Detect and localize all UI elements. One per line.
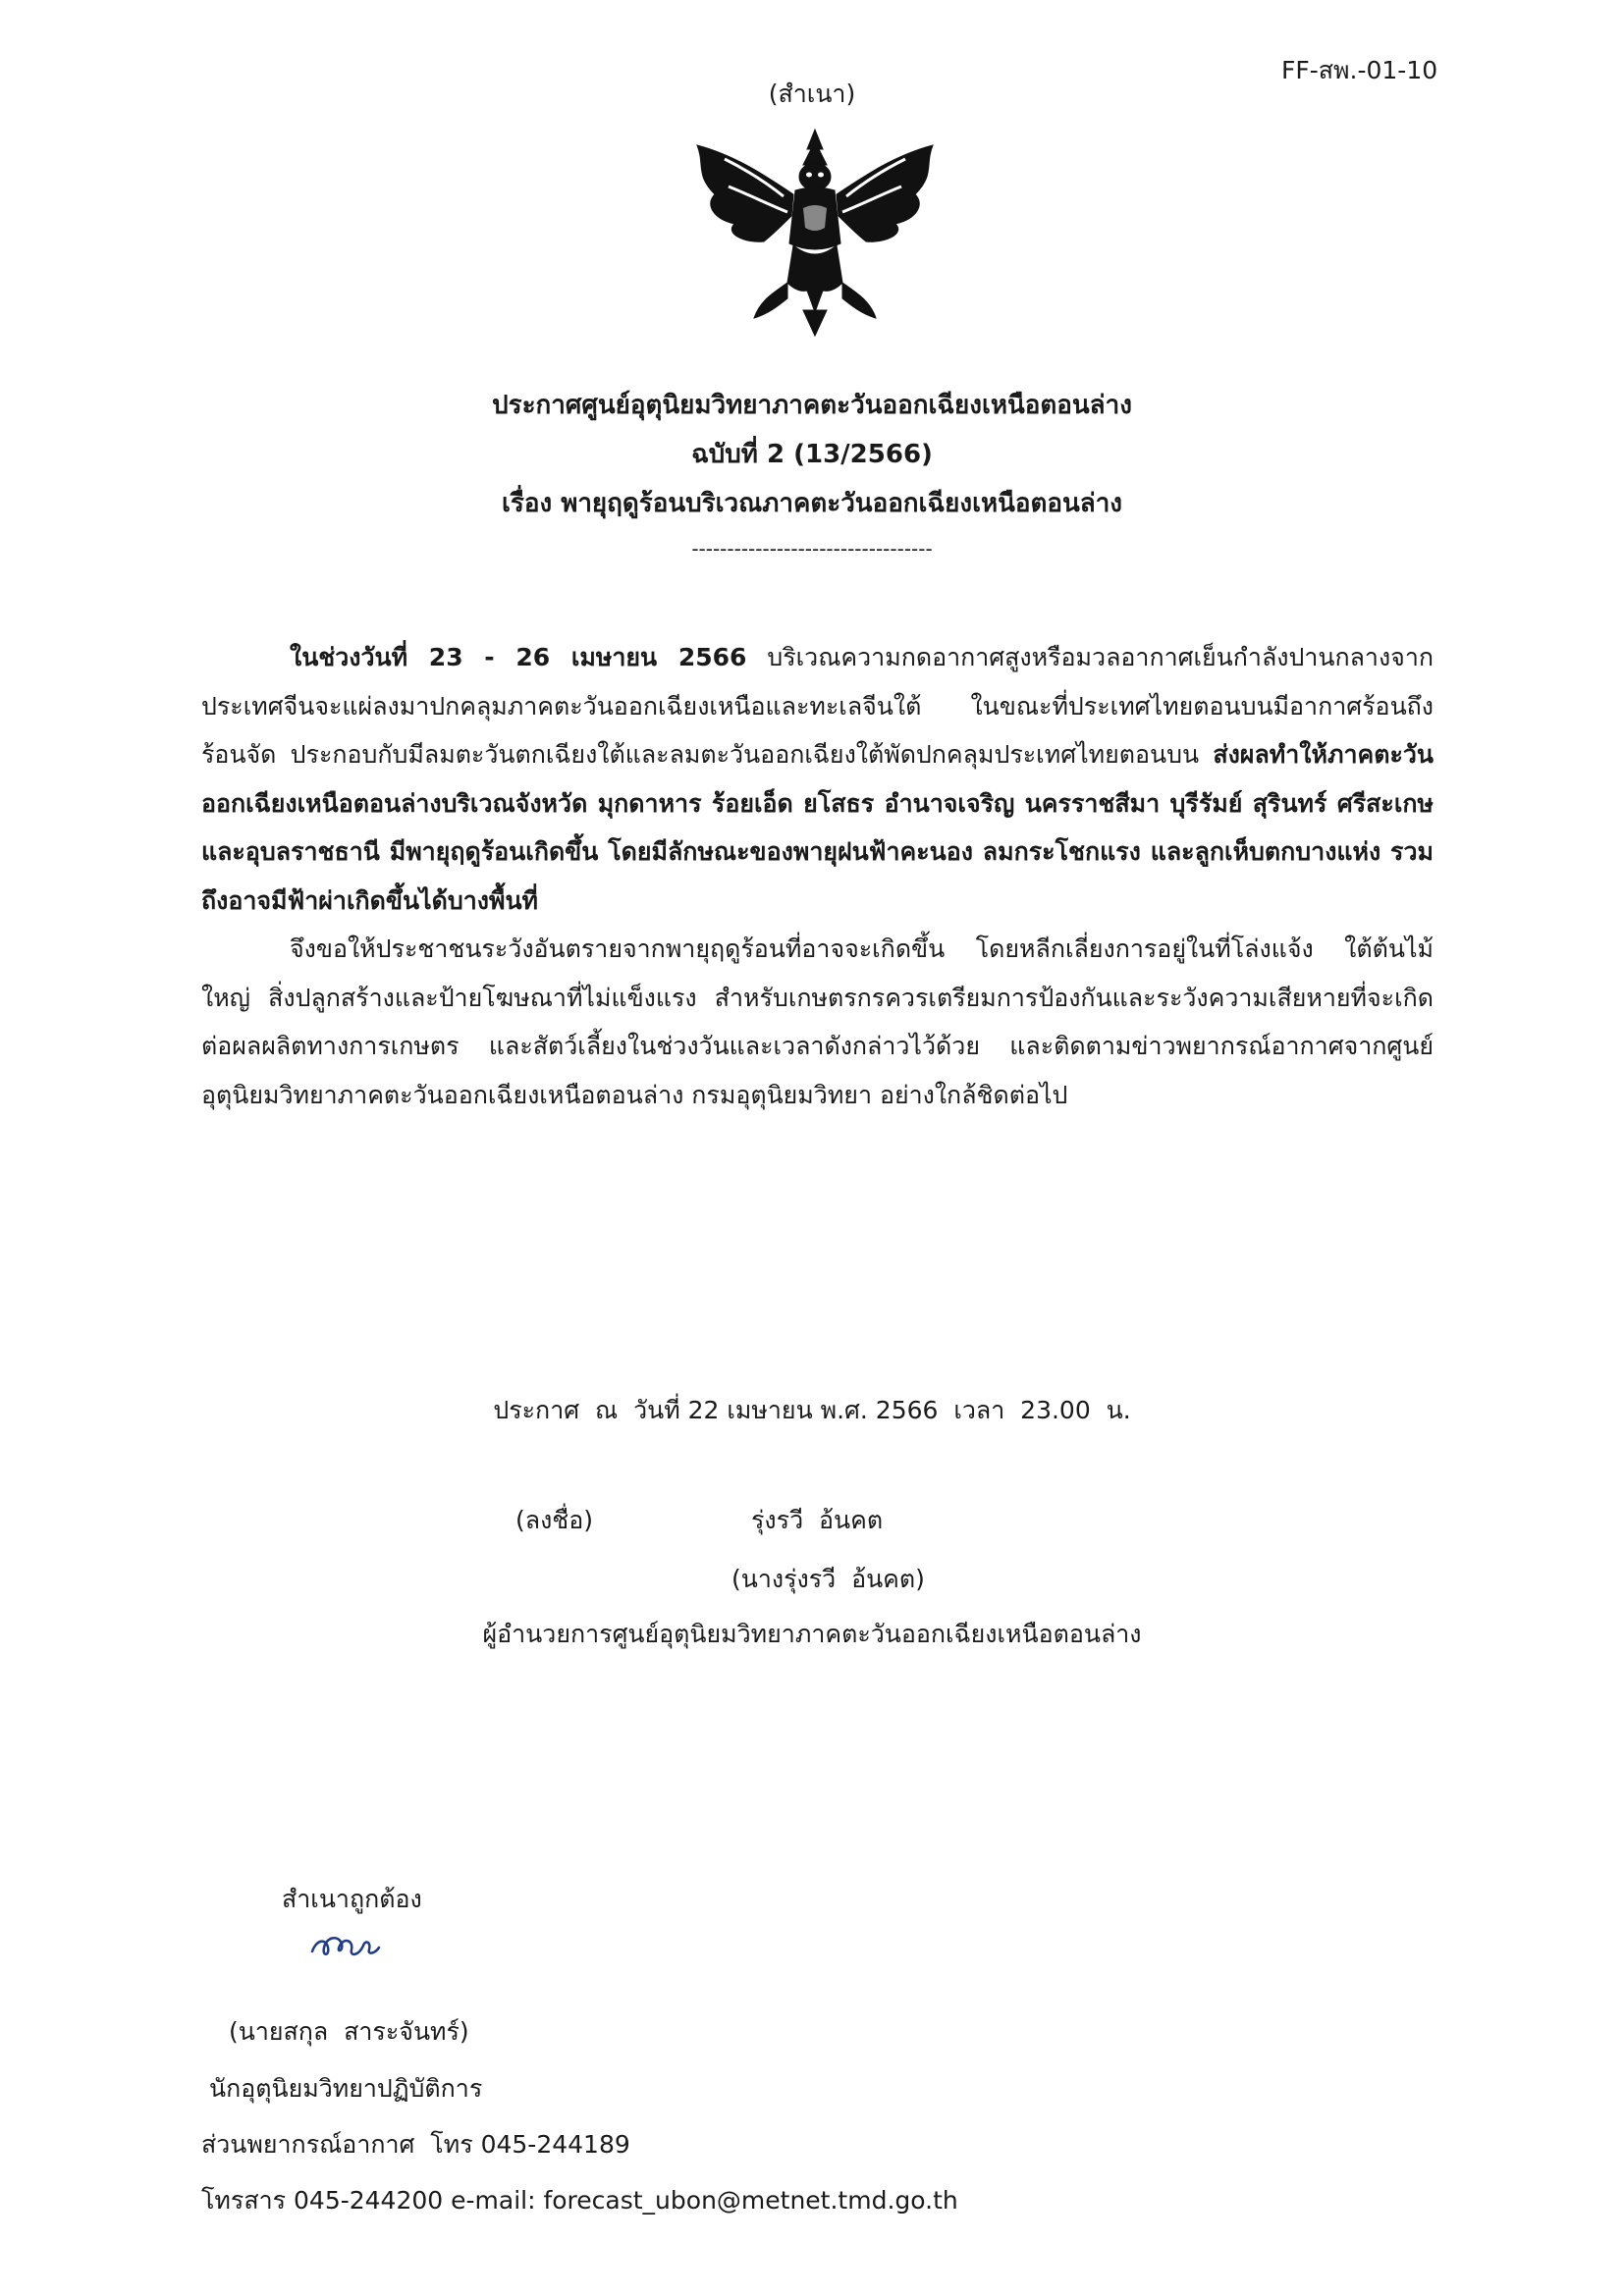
paragraph-1-lead: ในช่วงวันที่ 23 - 26 เมษายน 2566 (290, 643, 747, 671)
paragraph-1-middle: บริเวณความกดอากาศสูงหรือมวลอากาศเย็นกำลังปานกลางจากประเทศจีนจะแผ่ลงมาปกคลุมภาคตะวันออกเฉียงเหนือและทะเลจีนใต้ ในขณะที่ประเทศไทยตอนบนมีอากาศร้อนถึงร้อนจัด ประกอบกับมีลมตะวันตกเฉียงใต้และลมตะวันออกเฉียงใต้พัดปกคลุมประเทศไทยตอนบน (201, 643, 1434, 769)
handwritten-signature-icon (306, 1926, 385, 1965)
department-phone: ส่วนพยากรณ์อากาศ โทร 045-244189 (201, 2130, 630, 2159)
announcement-body (201, 633, 1434, 1119)
certifier-name: (นายสกุล สาระจันทร์) (229, 2017, 469, 2046)
document-code: FF-สพ.-01-10 (1281, 56, 1438, 84)
signature-prefix: (ลงชื่อ) (515, 1506, 594, 1534)
announcement-date: ประกาศ ณ วันที่ 22 เมษายน พ.ศ. 2566 เวลา 23.00 น. (493, 1396, 1131, 1424)
fax-email: โทรสาร 045-244200 e-mail: forecast_ubon@metnet.tmd.go.th (201, 2186, 958, 2215)
announcement-title (0, 381, 1624, 528)
certified-copy-label: สำเนาถูกต้อง (282, 1885, 422, 1913)
signatory-full-name: (นางรุ่งรวี อ้นคต) (731, 1565, 925, 1593)
paragraph-2: จึงขอให้ประชาชนระวังอันตรายจากพายุฤดูร้อนที่อาจจะเกิดขึ้น โดยหลีกเลี่ยงการอยู่ในที่โล่งแจ้ง ใต้ต้นไม้ใหญ่ สิ่งปลูกสร้างและป้ายโฆษณาที่ไม่แข็งแรง สำหรับเกษตรกรควรเตรียมการป้องกันและระวังความเสียหายที่จะเกิดต่อผลผลิตทางการเกษตร และสัตว์เลี้ยงในช่วงวันและเวลาดังกล่าวไว้ด้วย และติดตามข่าวพยากรณ์อากาศจากศูนย์อุตุนิยมวิทยาภาคตะวันออกเฉียงเหนือตอนล่าง กรมอุตุนิยมวิทยา อย่างใกล้ชิดต่อไป (201, 934, 1434, 1109)
title-line-3: เรื่อง พายุฤดูร้อนบริเวณภาคตะวันออกเฉียงเหนือตอนล่าง (501, 489, 1122, 518)
paragraph-1-emphasis: ส่งผลทำให้ภาคตะวันออกเฉียงเหนือตอนล่างบริเวณจังหวัด มุกดาหาร ร้อยเอ็ด ยโสธร อำนาจเจริญ นครราชสีมา บุรีรัมย์ สุรินทร์ ศรีสะเกษ และอุบลราชธานี มีพายุฤดูร้อนเกิดขึ้น โดยมีลักษณะของพายุฝนฟ้าคะนอง ลมกระโชกแรง และลูกเห็บตกบางแห่ง รวมถึงอาจมีฟ้าผ่าเกิดขึ้นได้บางพื้นที่ (201, 740, 1434, 915)
garuda-emblem-icon (685, 126, 945, 344)
title-line-1: ประกาศศูนย์อุตุนิยมวิทยาภาคตะวันออกเฉียงเหนือตอนล่าง (492, 391, 1132, 420)
paragraph-1 (201, 633, 1434, 925)
signature-name: รุ่งรวี อ้นคต (751, 1506, 884, 1534)
title-line-2: ฉบับที่ 2 (13/2566) (691, 440, 933, 469)
copy-mark: (สำเนา) (768, 80, 856, 108)
certifier-position: นักอุตุนิยมวิทยาปฏิบัติการ (209, 2074, 483, 2103)
title-divider: ---------------------------------- (691, 537, 933, 561)
signatory-position: ผู้อำนวยการศูนย์อุตุนิยมวิทยาภาคตะวันออกเฉียงเหนือตอนล่าง (482, 1620, 1142, 1648)
